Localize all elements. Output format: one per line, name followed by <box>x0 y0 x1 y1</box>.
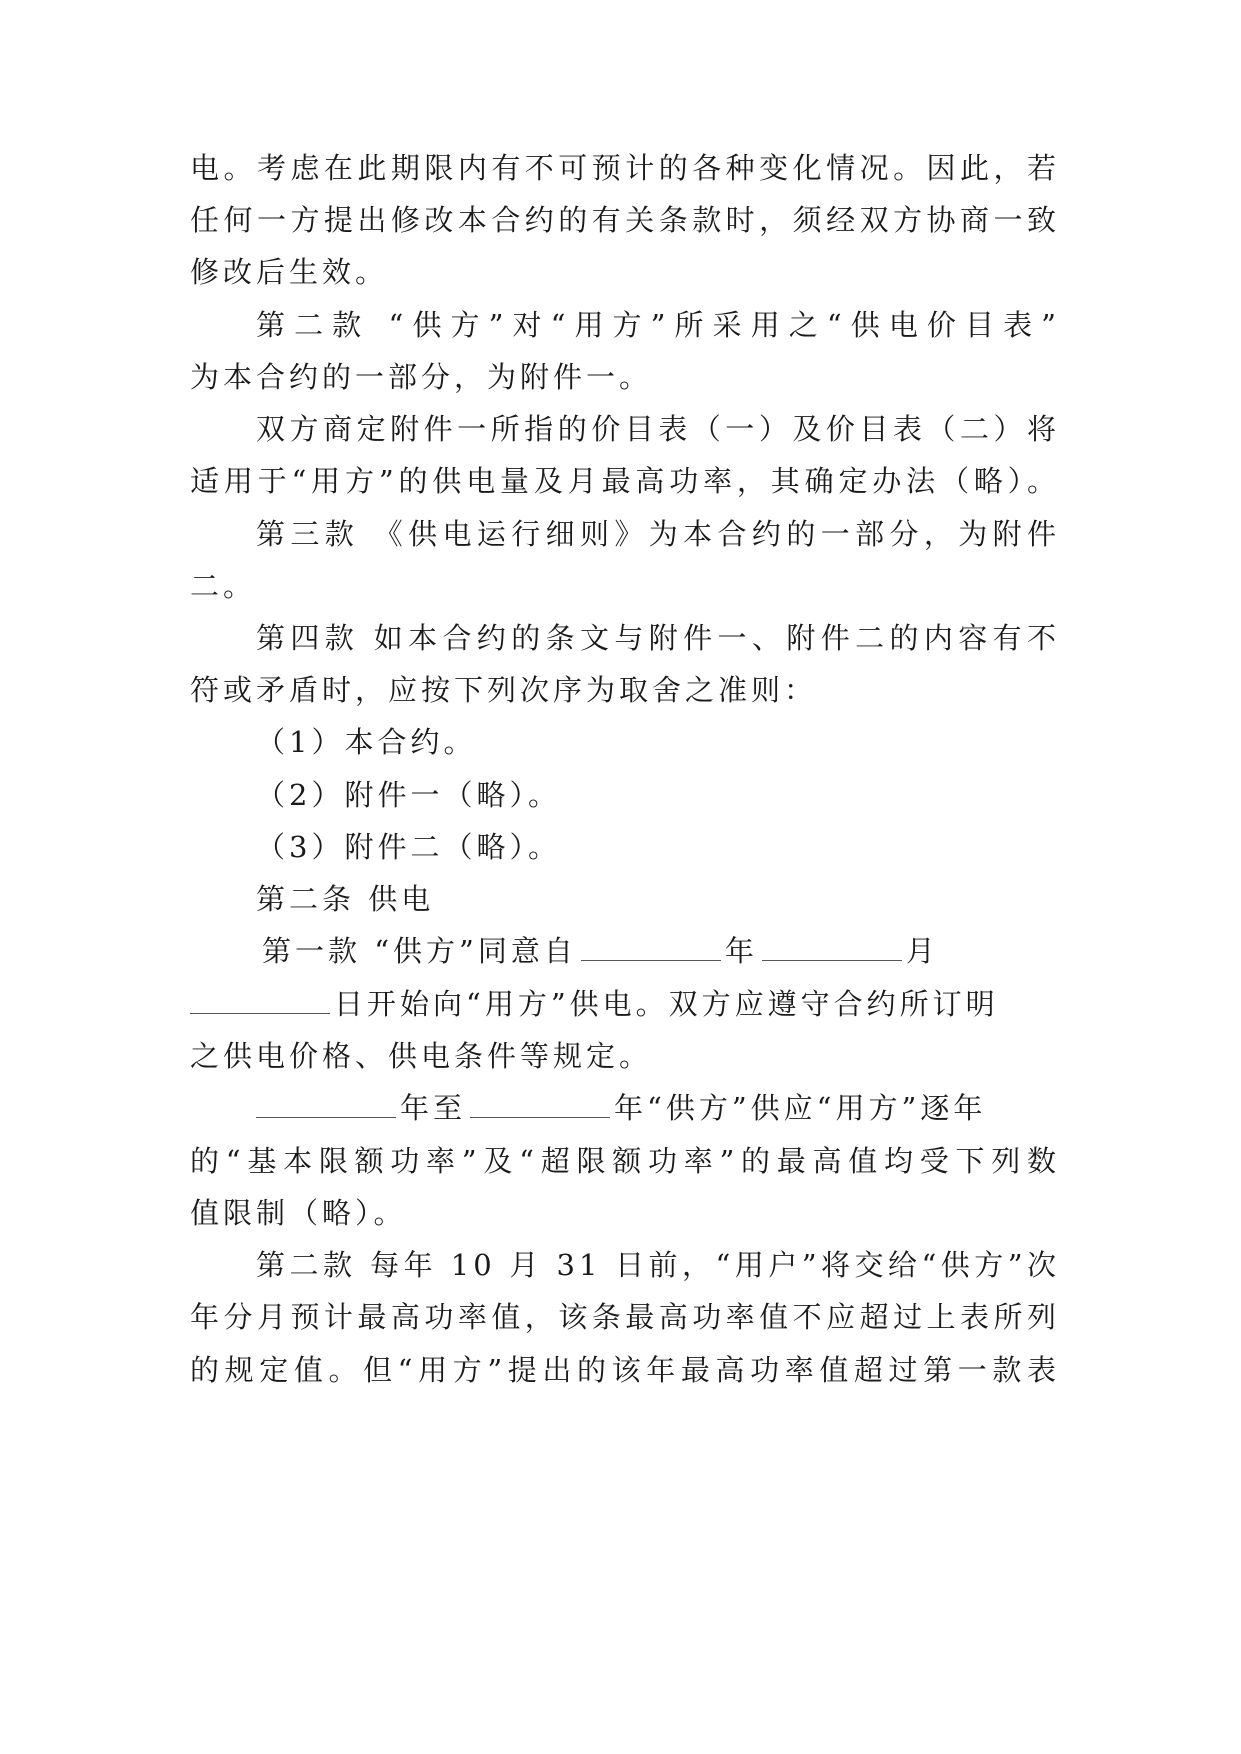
paragraph-line: 的“基本限额功率”及“超限额功率”的最高值均受下列数 <box>190 1144 1060 1178</box>
paragraph-line: 之供电价格、供电条件等规定。 <box>190 1039 653 1073</box>
paragraph-line: 第三款 《供电运行细则》为本合约的一部分，为附件 <box>256 517 1060 551</box>
paragraph-line: 修改后生效。 <box>190 255 389 289</box>
clause-text: 月 <box>905 934 939 968</box>
clause-text: 日开始向“用方”供电。双方应遵守合约所订明 <box>334 987 999 1021</box>
paragraph-line: 双方商定附件一所指的价目表（一）及价目表（二）将 <box>256 412 1060 446</box>
section-heading: 第二条 供电 <box>256 882 435 916</box>
paragraph-line: 电。考虑在此期限内有不可预计的各种变化情况。因此，若 <box>190 151 1060 185</box>
clause-text: 年 <box>724 934 758 968</box>
paragraph-line: 为本合约的一部分，为附件一。 <box>190 360 653 394</box>
paragraph-line: 值限制（略）。 <box>190 1196 407 1230</box>
paragraph-line: 二。 <box>190 569 257 603</box>
paragraph-line <box>256 1088 1060 1128</box>
list-item: （1）本合约。 <box>256 725 477 759</box>
clause-text: 年“供方”供应“用方”逐年 <box>614 1091 987 1125</box>
fill-in-blank <box>470 1089 610 1118</box>
clause-text: 年至 <box>400 1091 467 1125</box>
paragraph-line: 第二款 每年 10 月 31 日前，“用户”将交给“供方”次 <box>256 1248 1060 1282</box>
fill-in-blank <box>581 932 721 961</box>
paragraph-line: 第四款 如本合约的条文与附件一、附件二的内容有不 <box>256 621 1060 655</box>
paragraph-line: 第二款 “供方”对“用方”所采用之“供电价目表” <box>256 308 1060 342</box>
fill-in-blank <box>256 1089 396 1118</box>
clause-text: 第一款 “供方”同意自 <box>262 934 577 968</box>
paragraph-line <box>262 931 1066 971</box>
list-item: （2）附件一（略）。 <box>256 778 561 812</box>
paragraph-line: 符或矛盾时，应按下列次序为取舍之准则： <box>190 673 818 707</box>
paragraph-line: 年分月预计最高功率值，该条最高功率值不应超过上表所列 <box>190 1300 1060 1334</box>
paragraph-line <box>190 984 1060 1024</box>
paragraph-line: 适用于“用方”的供电量及月最高功率，其确定办法（略）。 <box>190 464 1060 498</box>
fill-in-blank <box>190 985 330 1014</box>
list-item: （3）附件二（略）。 <box>256 830 561 864</box>
paragraph-line: 任何一方提出修改本合约的有关条款时，须经双方协商一致 <box>190 203 1060 237</box>
fill-in-blank <box>762 932 902 961</box>
paragraph-line: 的规定值。但“用方”提出的该年最高功率值超过第一款表 <box>190 1353 1060 1387</box>
